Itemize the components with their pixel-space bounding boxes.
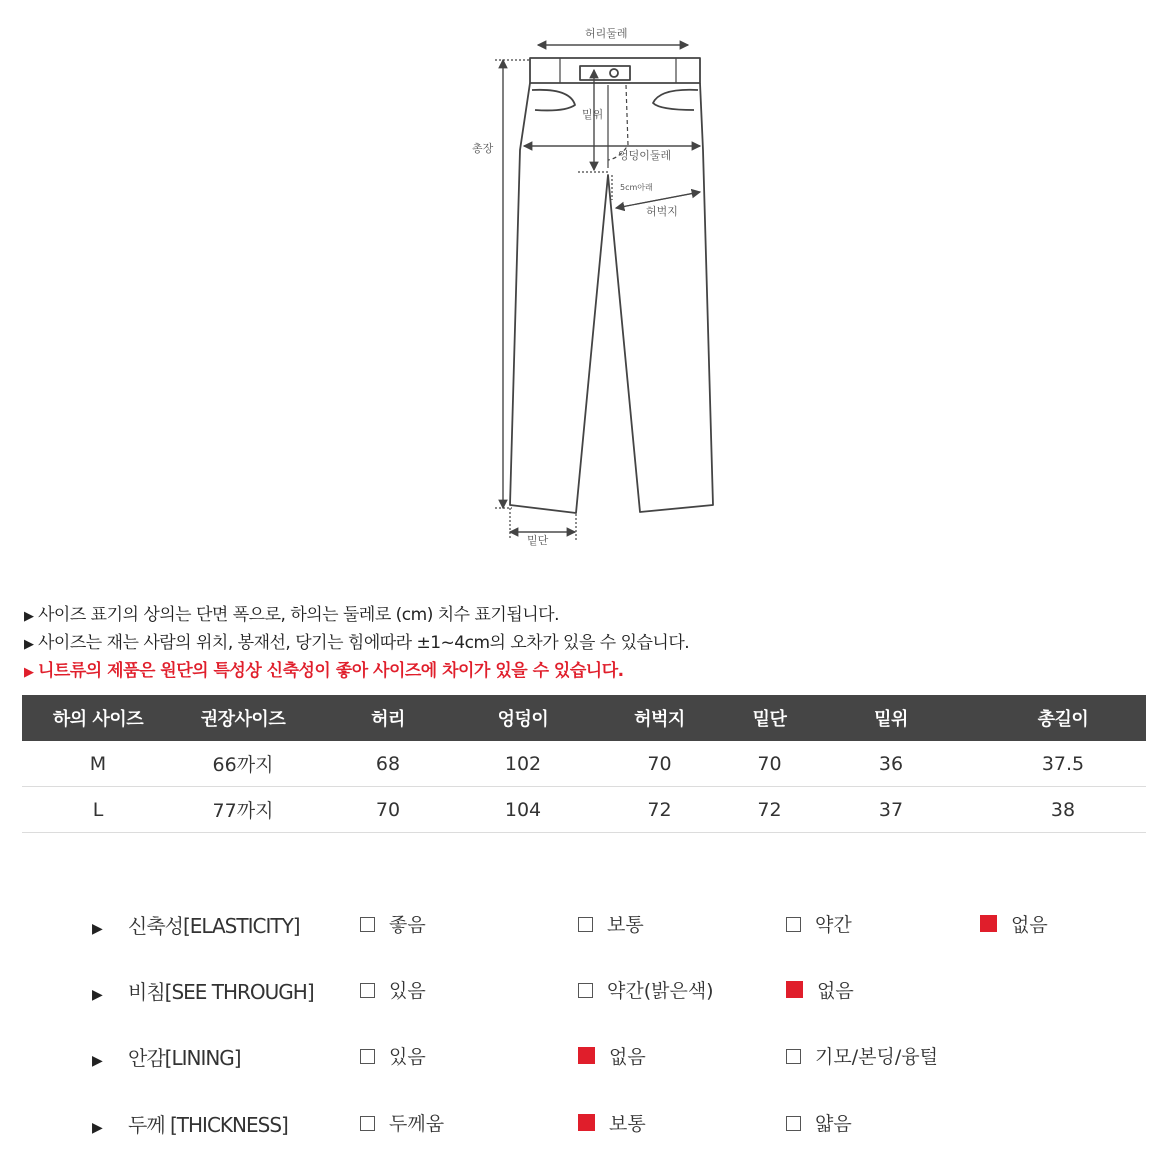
note-line: ▶ 사이즈는 재는 사람의 위치, 봉재선, 당기는 힘에따라 ±1~4cm의 오차가 있을 수 있습니다. — [24, 630, 1144, 658]
note-line-warning: ▶ 니트류의 제품은 원단의 특성상 신축성이 좋아 사이즈에 차이가 있을 수 있습니다. — [24, 658, 1144, 686]
checkbox-icon — [578, 983, 593, 998]
total-length-label: 총장 — [472, 142, 494, 155]
checkbox-icon — [360, 983, 375, 998]
triangle-icon: ▶ — [24, 637, 34, 652]
checkbox-checked-icon — [578, 1047, 595, 1064]
rise-label: 밑위 — [582, 108, 604, 121]
option-checkbox-checked[interactable]: 없음 — [980, 910, 1048, 937]
hip-label: 엉덩이둘레 — [618, 149, 672, 162]
hem-label: 밑단 — [527, 534, 549, 547]
header-cell: 하의 사이즈 — [22, 695, 174, 741]
crotch-note-label: 5cm아래 — [620, 183, 653, 192]
checkbox-icon — [360, 1116, 375, 1131]
header-cell: 총길이 — [980, 695, 1146, 741]
table-cell: 37.5 — [980, 741, 1146, 787]
property-row-elasticity — [0, 904, 1170, 944]
header-cell: 엉덩이 — [464, 695, 582, 741]
checkbox-checked-icon — [980, 915, 997, 932]
option-checkbox[interactable]: 좋음 — [360, 910, 426, 937]
checkbox-checked-icon — [578, 1114, 595, 1131]
table-cell: 70 — [737, 741, 802, 787]
property-label: ▶ 비침[SEE THROUGH] — [92, 980, 314, 1004]
header-cell: 허벅지 — [582, 695, 737, 741]
property-label: ▶ 안감[LINING] — [92, 1046, 241, 1070]
header-cell: 허리 — [312, 695, 464, 741]
header-cell: 밑단 — [737, 695, 802, 741]
option-checkbox[interactable]: 기모/본딩/융털 — [786, 1042, 938, 1069]
table-cell: 72 — [582, 787, 737, 833]
table-header-row — [22, 695, 1146, 741]
table-cell: M — [22, 741, 174, 787]
option-checkbox-checked[interactable]: 없음 — [578, 1042, 646, 1069]
size-notes — [24, 602, 1144, 686]
option-checkbox[interactable]: 보통 — [578, 910, 644, 937]
triangle-icon: ▶ — [92, 921, 102, 937]
table-cell: 70 — [582, 741, 737, 787]
option-checkbox[interactable]: 얇음 — [786, 1109, 852, 1136]
option-checkbox[interactable]: 두께움 — [360, 1109, 444, 1136]
triangle-icon: ▶ — [24, 665, 34, 680]
table-cell: 70 — [312, 787, 464, 833]
note-line: ▶ 사이즈 표기의 상의는 단면 폭으로, 하의는 둘레로 (cm) 치수 표기됩니다. — [24, 602, 1144, 630]
property-row-lining — [0, 1036, 1170, 1076]
option-checkbox[interactable]: 있음 — [360, 1042, 426, 1069]
pants-size-diagram — [0, 0, 1170, 560]
option-checkbox[interactable]: 약간(밝은색) — [578, 976, 714, 1003]
option-checkbox[interactable]: 약간 — [786, 910, 852, 937]
header-cell: 권장사이즈 — [174, 695, 312, 741]
checkbox-icon — [786, 1116, 801, 1131]
table-cell: L — [22, 787, 174, 833]
table-cell: 102 — [464, 741, 582, 787]
option-checkbox[interactable]: 있음 — [360, 976, 426, 1003]
table-cell: 38 — [980, 787, 1146, 833]
triangle-icon: ▶ — [24, 609, 34, 624]
checkbox-icon — [786, 917, 801, 932]
checkbox-icon — [360, 917, 375, 932]
checkbox-checked-icon — [786, 981, 803, 998]
checkbox-icon — [360, 1049, 375, 1064]
checkbox-icon — [578, 917, 593, 932]
checkbox-icon — [786, 1049, 801, 1064]
property-label: ▶ 두께 [THICKNESS] — [92, 1113, 288, 1137]
table-cell: 104 — [464, 787, 582, 833]
thigh-label: 허벅지 — [646, 205, 678, 218]
table-cell: 37 — [802, 787, 980, 833]
property-label: ▶ 신축성[ELASTICITY] — [92, 914, 300, 938]
property-row-see-through — [0, 970, 1170, 1010]
table-cell: 66까지 — [174, 741, 312, 787]
option-checkbox-checked[interactable]: 없음 — [786, 976, 854, 1003]
table-cell: 77까지 — [174, 787, 312, 833]
table-row — [22, 741, 1146, 787]
table-cell: 72 — [737, 787, 802, 833]
size-table — [22, 695, 1146, 833]
pants-illustration — [0, 0, 1170, 560]
triangle-icon: ▶ — [92, 1053, 102, 1069]
table-cell: 36 — [802, 741, 980, 787]
table-row — [22, 787, 1146, 833]
waist-label: 허리둘레 — [585, 27, 628, 40]
triangle-icon: ▶ — [92, 1120, 102, 1136]
table-cell: 68 — [312, 741, 464, 787]
triangle-icon: ▶ — [92, 987, 102, 1003]
header-cell: 밑위 — [802, 695, 980, 741]
option-checkbox-checked[interactable]: 보통 — [578, 1109, 646, 1136]
property-row-thickness — [0, 1103, 1170, 1143]
